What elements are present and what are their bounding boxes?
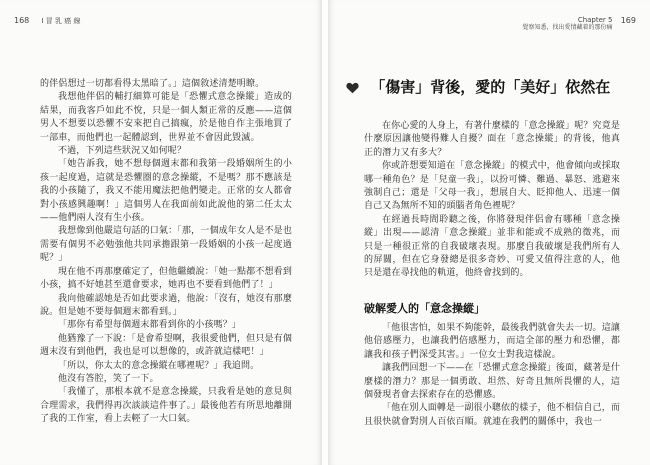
paragraph: 讓我們回想一下——在「恐懼式意念操縱」後面，藏著是什麼樣的潛力？那是一個勇敢、坦然、好奇且無所畏懼的人，這個發現者會去探索存在的恐懼感。 xyxy=(364,363,620,401)
paragraph: 我想像到他嚴這句話的口氣：「那，一個成年女人是不是也需要有個男不必勉強他共同承擔跟第一段婚姻的小孩一起度過呢？」 xyxy=(40,226,292,264)
paragraph: 「他在別人面轉是一副很小聰依的樣子，他不相信自己，而且很快就會對別人百依百順。就連在我們的關係中，我也一 xyxy=(364,403,620,427)
right-body-text-bottom xyxy=(364,322,620,429)
paragraph: 他猶豫了一下說：「是會希望啊，我很愛他們，但只是有個週末沒有到他們，我也是可以想像的，或許就這樣吧！」 xyxy=(40,333,292,358)
sub-section-title: 破解愛人的「意念操縱」 xyxy=(364,302,485,315)
paragraph: 的伴侶想过一切都看得太黑暗了。」這個敘述清楚明瞭。 xyxy=(40,79,265,89)
section-title xyxy=(346,76,646,97)
paragraph: 你或許想要知道在「意念操縱」的模式中，他會傾向或採取哪一種角色？是「兒童一我」，以扮可憐、難過、暴怒、逃避來強制自己；還是「父母一我」，想展自大、眨抑他人、迅速一個自己又為無所不知的頭腦者角色裡呢？ xyxy=(364,161,620,212)
right-page xyxy=(328,0,650,465)
paragraph: 「那你有希望每個週末都看到你的小孩嗎？」 xyxy=(58,320,242,331)
right-running-header xyxy=(522,16,636,32)
paragraph: 現在他不再那麼確定了，但他繼續說：「她一點都不想看到小孩，搞不好她甚至還會要求，她再也不要看到他們了！」 xyxy=(40,266,292,291)
paragraph: 不過，下列這些狀況又如何呢？ xyxy=(58,146,187,157)
paragraph: 在你心愛的人身上，有著什麼樣的「意念操縱」呢？究竟是什麼原因讓他變得難人自擾？面在「意念操縱」的背後，他真正的潛力又有多大？ xyxy=(364,121,620,158)
page-number: 168 xyxy=(14,16,30,25)
left-body-text xyxy=(40,78,292,427)
chapter-subtitle: 覺察知悉，找出愛情藏着的那份痛 xyxy=(522,24,613,31)
paragraph: 「所以，你太太的意念操縱在哪裡呢？」我追問。 xyxy=(58,360,260,371)
running-title: I 冒 乳 癌 線 xyxy=(41,17,81,25)
paragraph: 「他很害怕，如果不夠能幹，最後我們就會失去一切。這讓他倍感壓力，也讓我們倍感壓力，而這全部的壓力和恐懼，都讓我和孩子們深受其害。」一位女士對我這樣說。 xyxy=(364,323,620,360)
paragraph: 我向他確認她是否如此要求過，他說：「沒有，她沒有那麼說。但是她不要每個週末都看到。」 xyxy=(40,293,292,317)
paragraph: 「她告訴我，她不想每個週末都和我第一段婚姻所生的小孩一起度過，這就是恐懼圈的意念操縱，不是嗎？那不應該是我的小孩隨了，我又不能用魔法把他們變走。正常的女人都會對小孩感興趣啊！」這個男人在我面前如此說他的第二任太太——他們兩人沒有生小孩。 xyxy=(40,159,292,224)
left-running-header xyxy=(14,16,80,26)
paragraph: 「我懂了，那根本就不是意念操縱，只我看是她的意見與合理需求，我們得再次談談這件事了。」最後他若有所思地離開了我的工作室，看上去輕了一大口氣。 xyxy=(40,387,292,425)
paragraph: 在經過長時間聆聽之後，你將發現伴侶會有哪種「意念操縱」出現——認清「意念操縱」並非和能或不成熟的徵兆，而只是一種很正常的自我破壞表現。那麼自我破壞是我們所有人的屏關，但在它身發總是很多奇妙、可愛又值得注意的人，他只是還在尋找他的軌道，他終會找到的。 xyxy=(364,214,620,279)
left-page xyxy=(0,0,322,465)
heart-icon xyxy=(346,82,359,94)
section-title-text: 「傷害」背後，愛的「美好」依然在 xyxy=(370,78,611,96)
right-body-text-top xyxy=(364,120,620,281)
paragraph: 我想他伴侶的輔打細算可能是「恐懼式意念操縱」造成的結果，而我客戶如此不悅，只是一個人類正常的反應——這個男人不想要以恐懼不安來把自己搞瘋，於是他自作主張地買了一部車，而他們也一起體認到，世界並不會因此毀滅。 xyxy=(40,92,292,143)
chapter-label: Chapter 5 xyxy=(577,16,613,24)
page-number: 169 xyxy=(620,16,636,25)
paragraph: 他沒有答腔，笑了一下。 xyxy=(58,373,159,384)
